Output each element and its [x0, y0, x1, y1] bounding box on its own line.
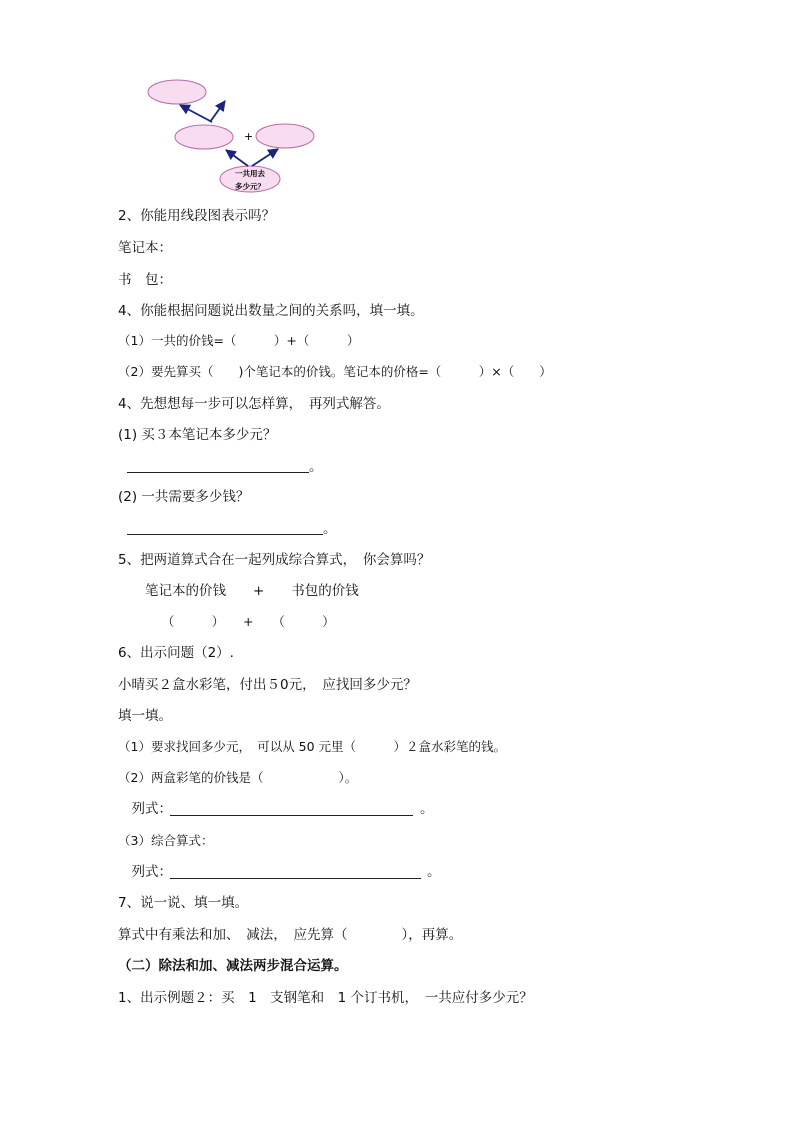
q4b-item-2: (2) 一共需要多少钱？ — [118, 489, 250, 505]
q6-heading: 6、出示问题（2）. — [118, 645, 234, 661]
section-heading: （二）除法和加、减法两步混合运算。 — [118, 958, 348, 974]
q6-item-1: （1）要求找回多少元， 可以从 50 元里（ ）２盒水彩笔的钱。 — [118, 739, 507, 754]
answer-line-2-period: 。 — [323, 521, 337, 537]
q5-words: 笔记本的价钱 + 书包的价钱 — [118, 583, 359, 599]
middle-left-ellipse — [175, 125, 233, 149]
q7-heading: 7、说一说、填一填。 — [118, 895, 249, 911]
q6-formula-label-2: 列式： — [118, 864, 172, 880]
formula-line-2-period: 。 — [427, 864, 441, 880]
notebook-label: 笔记本： — [118, 240, 172, 256]
formula-line-2[interactable] — [170, 878, 421, 879]
answer-line-2[interactable] — [127, 534, 323, 535]
plus-sign: + — [244, 130, 254, 143]
q6-fill-heading: 填一填。 — [118, 708, 172, 724]
arrow-to-top — [180, 105, 212, 122]
tree-diagram — [140, 72, 330, 197]
answer-line-1-period: 。 — [309, 459, 323, 475]
q5-heading: 5、把两道算式合在一起列成综合算式， 你会算吗？ — [118, 552, 431, 568]
q6-item-3: （3）综合算式： — [118, 833, 214, 848]
q4-item-1: （1）一共的价钱=（ ）+（ ） — [118, 333, 360, 348]
question-text-1: 一共用去 — [235, 169, 265, 178]
q6-problem: 小晴买２盒水彩笔，付出５0元， 应找回多少元？ — [118, 677, 417, 693]
q2-heading: 2、你能用线段图表示吗？ — [118, 208, 276, 224]
q4b-item-1: (1) 买３本笔记本多少元？ — [118, 427, 277, 443]
arrow-to-right — [252, 149, 278, 166]
example-2: 1、出示例题２：买 1 支钢笔和 1 个订书机， 一共应付多少元？ — [118, 990, 533, 1006]
q4-heading-b: 4、先想想每一步可以怎样算， 再列式解答。 — [118, 396, 390, 412]
arrow-to-left — [226, 150, 248, 166]
q6-item-2: （2）两盒彩笔的价钱是（ ）。 — [118, 770, 358, 785]
formula-line-1-period: 。 — [420, 801, 434, 817]
q6-formula-label-1: 列式： — [118, 801, 172, 817]
q7-text: 算式中有乘法和加、 减法， 应先算（ ），再算。 — [118, 927, 463, 943]
top-ellipse — [148, 80, 206, 104]
q5-blanks: （ ） + （ ） — [118, 614, 335, 629]
question-text-2: 多少元？ — [235, 182, 265, 191]
q4-item-2: （2）要先算买（ )个笔记本的价钱。笔记本的价格=（ ）×（ ） — [118, 364, 552, 379]
q4-heading-a: 4、你能根据问题说出数量之间的关系吗，填一填。 — [118, 303, 424, 319]
formula-line-1[interactable] — [170, 815, 413, 816]
arrow-up-right — [210, 101, 225, 122]
answer-line-1[interactable] — [127, 472, 309, 473]
middle-right-ellipse — [256, 124, 314, 148]
bag-label: 书 包： — [118, 272, 172, 288]
